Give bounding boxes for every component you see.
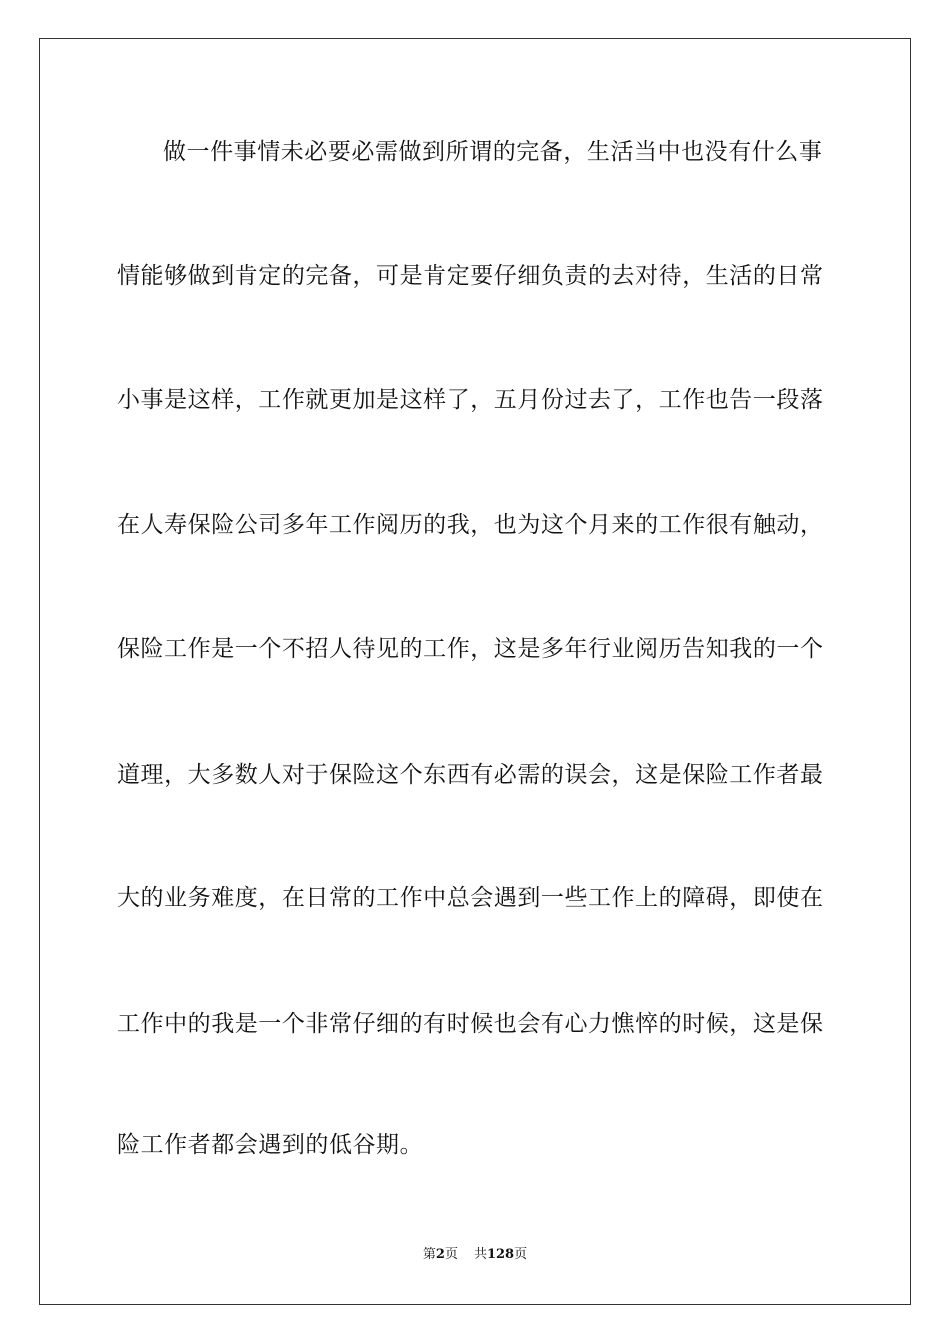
text-line: 险工作者都会遇到的低谷期。 [117, 1132, 424, 1158]
total-prefix: 共 [473, 1247, 487, 1262]
text-line: 大的业务难度，在日常的工作中总会遇到一些工作上的障碍，即使在 [117, 885, 824, 911]
total-pages: 128 [486, 1247, 515, 1262]
page-footer [0, 1246, 950, 1264]
text-line: 情能够做到肯定的完备，可是肯定要仔细负责的去对待，生活的日常 [117, 263, 824, 289]
page-prefix: 第 [422, 1247, 436, 1262]
text-line: 做一件事情未必要必需做到所谓的完备，生活当中也没有什么事 [163, 139, 823, 165]
page-suffix: 页 [444, 1247, 458, 1262]
text-line: 道理，大多数人对于保险这个东西有必需的误会，这是保险工作者最 [117, 762, 824, 788]
text-line: 工作中的我是一个非常仔细的有时候也会有心力憔悴的时候，这是保 [117, 1011, 824, 1037]
text-line: 保险工作是一个不招人待见的工作，这是多年行业阅历告知我的一个 [117, 636, 824, 662]
page-border [39, 38, 911, 1305]
page-number: 2 [435, 1247, 445, 1262]
text-line: 小事是这样，工作就更加是这样了，五月份过去了，工作也告一段落 [117, 387, 824, 413]
text-line: 在人寿保险公司多年工作阅历的我，也为这个月来的工作很有触动， [117, 512, 824, 538]
total-suffix: 页 [514, 1247, 528, 1262]
